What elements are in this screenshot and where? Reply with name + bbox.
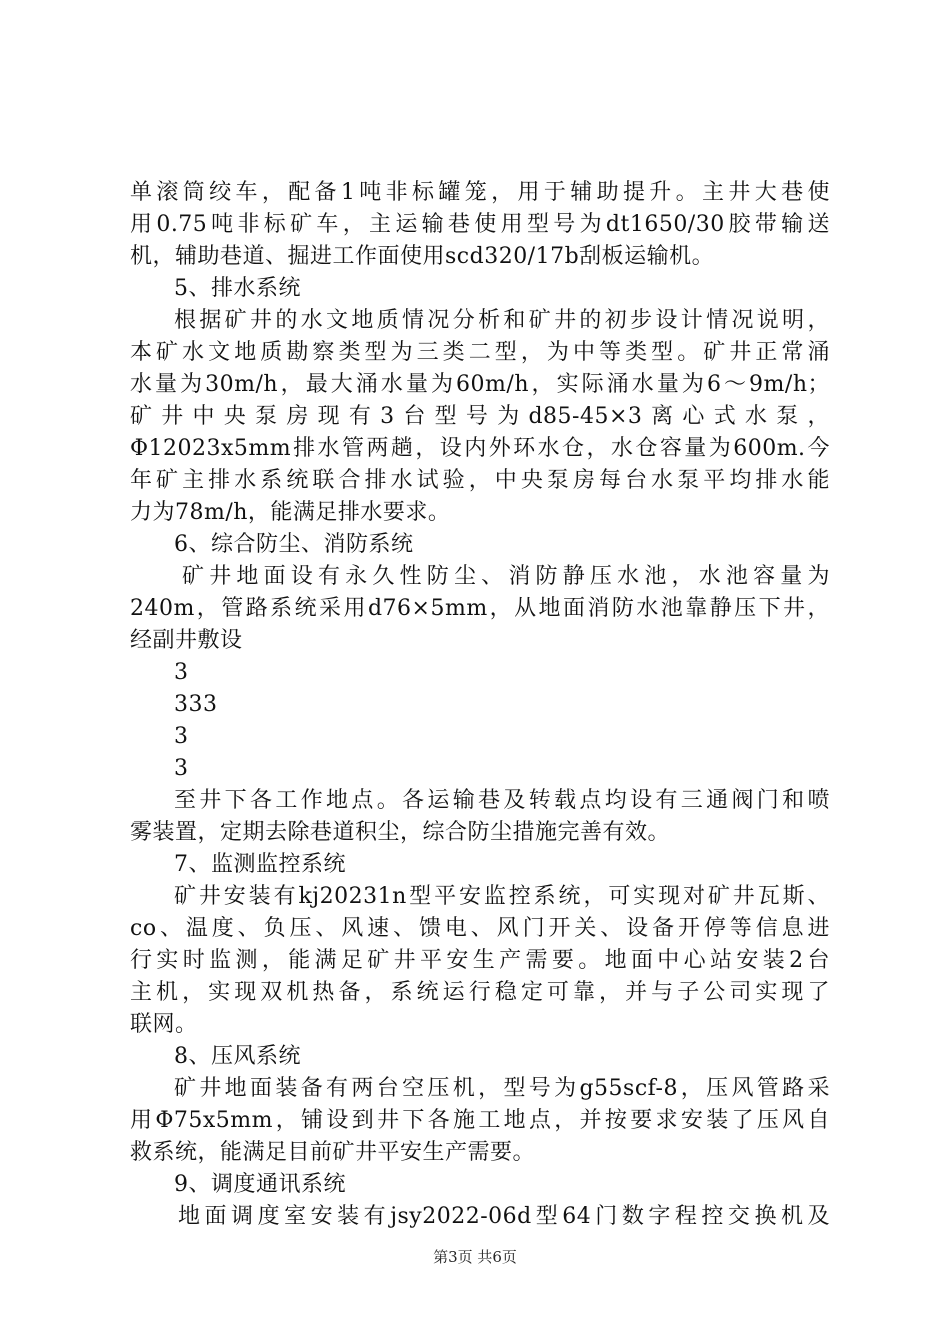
superscript-artifact: 3 bbox=[174, 724, 189, 749]
text-line: 至井下各工作地点。各运输巷及转载点均设有三通阀门和喷 bbox=[174, 788, 830, 813]
text-line: 救系统，能满足目前矿井平安生产需要。 bbox=[130, 1140, 536, 1165]
section-heading: 6、综合防尘、消防系统 bbox=[174, 532, 414, 557]
text-line: 矿井安装有kj20231n型平安监控系统，可实现对矿井瓦斯、 bbox=[174, 884, 830, 909]
superscript-artifact: 3 bbox=[174, 660, 189, 685]
text-line: 用Φ75x5mm，铺设到井下各施工地点，并按要求安装了压风自 bbox=[130, 1108, 830, 1133]
text-line: 雾装置，定期去除巷道积尘，综合防尘措施完善有效。 bbox=[130, 820, 671, 845]
text-line: 力为78m/h，能满足排水要求。 bbox=[130, 500, 451, 525]
text-line: 经副井敷设 bbox=[130, 628, 243, 653]
page-number-footer: 第3页 共6页 bbox=[433, 1248, 517, 1266]
text-line: 行实时监测，能满足矿井平安生产需要。地面中心站安装2台 bbox=[130, 948, 830, 973]
text-line: 本矿水文地质勘察类型为三类二型，为中等类型。矿井正常涌 bbox=[130, 340, 830, 365]
text-line: 主机，实现双机热备，系统运行稳定可靠，并与子公司实现了 bbox=[130, 980, 830, 1005]
text-line: 240m，管路系统采用d76×5mm，从地面消防水池靠静压下井， bbox=[130, 596, 830, 621]
text-line: 矿井中央泵房现有3台型号为d85-45×3离心式水泵， bbox=[130, 404, 830, 429]
text-line: 地面调度室安装有jsy2022-06d型64门数字程控交换机及 bbox=[178, 1204, 830, 1229]
superscript-artifact: 333 bbox=[174, 692, 218, 717]
text-line: 机，辅助巷道、掘进工作面使用scd320/17b刮板运输机。 bbox=[130, 244, 715, 269]
text-line: 单滚筒绞车，配备1吨非标罐笼，用于辅助提升。主井大巷使 bbox=[130, 180, 830, 205]
section-heading: 9、调度通讯系统 bbox=[174, 1172, 346, 1197]
text-line: 根据矿井的水文地质情况分析和矿井的初步设计情况说明， bbox=[174, 308, 830, 333]
text-line: 矿井地面设有永久性防尘、消防静压水池，水池容量为 bbox=[182, 564, 830, 589]
text-line: 联网。 bbox=[130, 1012, 198, 1037]
section-heading: 8、压风系统 bbox=[174, 1044, 301, 1069]
text-line: 矿井地面装备有两台空压机，型号为g55scf-8，压风管路采 bbox=[174, 1076, 830, 1101]
section-heading: 5、排水系统 bbox=[174, 276, 301, 301]
superscript-artifact: 3 bbox=[174, 756, 189, 781]
section-heading: 7、监测监控系统 bbox=[174, 852, 346, 877]
text-line: 年矿主排水系统联合排水试验，中央泵房每台水泵平均排水能 bbox=[130, 468, 830, 493]
text-line: 用0.75吨非标矿车，主运输巷使用型号为dt1650/30胶带输送 bbox=[130, 212, 830, 237]
text-line: 水量为30m/h，最大涌水量为60m/h，实际涌水量为6～9m/h； bbox=[130, 372, 830, 397]
text-line: Φ12023x5mm排水管两趟，设内外环水仓，水仓容量为600m.今 bbox=[130, 436, 830, 461]
text-line: co、温度、负压、风速、馈电、风门开关、设备开停等信息进 bbox=[130, 916, 830, 941]
